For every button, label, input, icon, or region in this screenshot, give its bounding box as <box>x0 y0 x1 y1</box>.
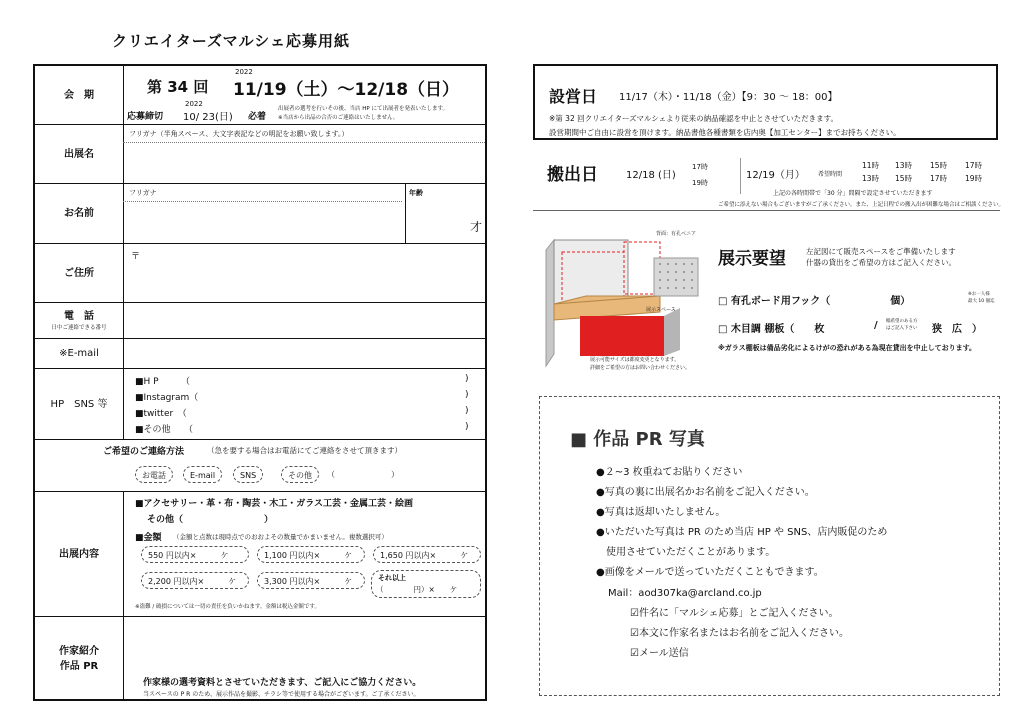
shelf-size[interactable]: 狭 広 ） <box>932 324 982 335</box>
intro-row[interactable] <box>35 617 485 701</box>
exhibitor-label: 出展名 <box>35 125 124 183</box>
intro-sub-note: 当スペースの P R のため、展示作品を撮影、チラシ等で使用する場合がございます。ご了承ください。 <box>143 691 420 698</box>
setup-note-1: ※第 32 回クリエイターズマルシェより従来の納品確認を中止とさせていただきます。 <box>549 114 838 123</box>
price-1100[interactable]: 1,100 円以内× ケ <box>257 546 365 563</box>
event-dates: 11/19（土）～12/18（日） <box>233 80 460 100</box>
age-divider <box>405 184 406 243</box>
postal-mark: 〒 <box>131 252 141 262</box>
name-row[interactable] <box>35 184 485 244</box>
shelf-slash: / <box>874 320 878 331</box>
board-label: 背面：有孔ベニア <box>656 231 697 237</box>
pr-mail[interactable]: Mail：aod307ka@arcland.co.jp <box>608 588 762 599</box>
contact-heading: ご希望のご連絡方法 <box>103 447 185 457</box>
size-note-1: 展示可能サイズは都度変更となります。 <box>590 357 680 363</box>
period-note-2: ※当店から出品の合否のご連絡はいたしません。 <box>278 115 399 121</box>
size-note-2: 詳細をご希望の方はお問い合わせください。 <box>590 365 691 371</box>
removal-underline <box>533 210 1000 211</box>
amount-note: （金額と点数は現時点でのおおよその数量でかまいません。複数選択可） <box>173 533 388 541</box>
display-desc-1: 左記図にて販売スペースをご準備いたします <box>806 247 956 256</box>
price-550[interactable]: 550 円以内× ケ <box>141 546 249 563</box>
sns-twitter: ■twitter （ <box>135 409 187 419</box>
removal-time-1b: 19時 <box>692 179 708 187</box>
name-furigana-divider <box>123 201 402 202</box>
display-desc-2: 什器の貸出をご希望の方はご記入ください。 <box>806 258 956 267</box>
address-label: ご住所 <box>35 244 124 302</box>
price-1650[interactable]: 1,650 円以内× ケ <box>373 546 481 563</box>
sns-close-1: ) <box>465 374 469 384</box>
display-heading: 展示要望 <box>718 249 786 269</box>
display-left-wall <box>546 240 554 366</box>
age-unit: 才 <box>470 220 483 234</box>
contact-option-other[interactable]: その他 <box>281 466 319 483</box>
removal-date-2: 12/19（月） <box>746 170 805 181</box>
pr-step-2: ☑本文に作家名またはお名前をご記入ください。 <box>630 628 849 639</box>
display-counter-side <box>664 308 680 356</box>
setup-box <box>533 64 998 140</box>
content-other[interactable]: その他（ ） <box>147 515 274 525</box>
content-label: 出展内容 <box>35 492 124 616</box>
content-category[interactable]: ■アクセサリー・革・布・陶芸・木工・ガラス工芸・金属工芸・絵画 <box>135 499 413 509</box>
slot-note: 上記の各時間帯で「30 分」間隔で設定させていただきます <box>773 190 933 197</box>
pr-step-3: ☑メール送信 <box>630 648 689 659</box>
removal-label: 搬出日 <box>547 165 598 185</box>
sns-hp: ■H P （ <box>135 377 191 387</box>
setup-note-2: 設営期間中ご自由に設営を頂けます。納品書他各種書類を店内奥【加工センター】までお持ちください。 <box>549 128 901 137</box>
contact-option-phone[interactable]: お電話 <box>135 466 173 483</box>
pr-heading: ■ 作品 PR 写真 <box>570 429 705 450</box>
intro-label-box <box>35 617 124 701</box>
address-row[interactable] <box>35 244 485 303</box>
contact-row <box>35 440 485 492</box>
price-2200[interactable]: 2,200 円以内× ケ <box>141 572 249 589</box>
phone-label-box <box>35 303 124 338</box>
phone-row[interactable] <box>35 303 485 339</box>
display-counter <box>580 316 664 356</box>
year-2: 2022 <box>185 100 203 108</box>
hook-note-2: 最大 10 個迄 <box>968 299 995 304</box>
slot-4-end[interactable]: 19時 <box>965 174 983 183</box>
email-row[interactable] <box>35 339 485 369</box>
removal-hope-label: 希望時間 <box>818 171 843 178</box>
name-label: お名前 <box>35 184 124 243</box>
phone-sub: 日中ご連絡できる番号 <box>51 324 107 331</box>
content-row <box>35 492 485 617</box>
application-form <box>33 64 487 701</box>
deadline-label: 応募締切 <box>127 112 164 122</box>
removal-footnote: ご希望に添えない場合もございますがご了承ください。また、上記日程での搬入出が困難な場合はご相談ください。 <box>718 202 1005 208</box>
glass-note: ※ガラス棚板は備品劣化によるけがの恐れがある為現在貸出を中止しております。 <box>718 344 977 352</box>
page-title: クリエイターズマルシェ応募用紙 <box>112 32 350 50</box>
slot-2-start[interactable]: 13時 <box>895 161 913 170</box>
contact-option-email[interactable]: E-mail <box>183 466 222 483</box>
contact-heading-note: （急を要する場合はお電話にてご連絡をさせて頂きます） <box>207 446 402 455</box>
pr-box <box>539 396 1000 696</box>
slot-1-end[interactable]: 13時 <box>862 174 880 183</box>
deadline-date: 10/ 23(日) <box>183 112 233 123</box>
period-row <box>35 66 485 125</box>
sns-row[interactable] <box>35 369 485 440</box>
pr-item-5: 使用させていただくことがあります。 <box>596 547 776 558</box>
edition: 第 34 回 <box>147 78 209 96</box>
shelf-note-2: はご記入下さい <box>886 326 918 331</box>
hook-note-1: ※お一人様 <box>968 292 990 297</box>
pr-item-2: ●写真の裏に出展名かお名前をご記入ください。 <box>596 487 815 498</box>
price-over-label: それ以上 <box>378 574 406 582</box>
slot-2-end[interactable]: 15時 <box>895 174 913 183</box>
year-1: 2022 <box>235 68 253 76</box>
space-label: 展示スペース <box>646 307 676 313</box>
display-back-board <box>554 240 628 304</box>
period-label: 会 期 <box>35 66 124 124</box>
intro-label-2: 作品 PR <box>59 661 99 672</box>
pr-item-3: ●写真は返却いたしません。 <box>596 507 726 518</box>
slot-3-end[interactable]: 17時 <box>930 174 948 183</box>
removal-time-1a: 17時 <box>692 163 708 171</box>
deadline-required: 必着 <box>248 112 267 122</box>
name-furigana: フリガナ <box>129 189 157 197</box>
email-label: ※E-mail <box>35 339 124 368</box>
setup-label: 設営日 <box>549 87 598 106</box>
slot-4-start[interactable]: 17時 <box>965 161 983 170</box>
contact-other-paren: （ ） <box>327 470 399 479</box>
removal-date-1: 12/18 (日) <box>626 170 676 181</box>
sns-label: HP SNS 等 <box>35 369 124 439</box>
intro-note: 作家様の選考資料とさせていただきます、ご記入にご協力ください。 <box>143 678 422 688</box>
shelf-note-1: 幅希望のある方 <box>886 319 918 324</box>
sns-close-4: ) <box>465 422 469 432</box>
sns-instagram: ■Instagram（ <box>135 393 199 403</box>
pr-item-6: ●画像をメールで送っていただくこともできます。 <box>596 567 824 578</box>
price-over-box[interactable] <box>371 570 481 598</box>
slot-1-start[interactable]: 11時 <box>862 161 880 170</box>
pr-step-1: ☑件名に「マルシェ応募」とご記入ください。 <box>630 608 839 619</box>
furigana-divider <box>123 142 485 143</box>
exhibitor-furigana-note: フリガナ（半角スペース、大文字表記などの明記をお願い致します。） <box>129 130 349 138</box>
exhibitor-row[interactable] <box>35 125 485 184</box>
period-note-1: 出展者の選考を行いその後、当店 HP にて出展者を発表いたします。 <box>278 106 449 112</box>
sns-close-2: ) <box>465 390 469 400</box>
setup-dates: 11/17（木）・11/18（金）【9：30 ～ 18：00】 <box>619 92 838 103</box>
age-label: 年齢 <box>409 189 423 197</box>
sns-close-3: ) <box>465 406 469 416</box>
pr-item-1: ●２~3 枚重ねてお貼りください <box>596 467 743 478</box>
contact-option-sns[interactable]: SNS <box>233 466 263 483</box>
price-3300[interactable]: 3,300 円以内× ケ <box>257 572 365 589</box>
sns-other: ■その他 （ <box>135 425 194 435</box>
theft-note: ※盗難 / 破損については一切の責任を負いかねます。金額は税込金額です。 <box>135 604 320 610</box>
intro-label-1: 作家紹介 <box>59 646 99 657</box>
pr-item-4: ●いただいた写真は PR のため当店 HP や SNS、店内販促のため <box>596 527 888 538</box>
hook-request[interactable]: □ 有孔ボード用フック（ 個） <box>718 296 911 307</box>
phone-label: 電 話 <box>63 310 94 322</box>
shelf-request[interactable]: □ 木目調 棚板（ 枚 <box>718 324 825 335</box>
slot-3-start[interactable]: 15時 <box>930 161 948 170</box>
removal-divider <box>740 158 741 194</box>
amount-label: ■金額 <box>135 533 162 543</box>
price-over-value: （ 円）× ケ <box>376 585 458 594</box>
